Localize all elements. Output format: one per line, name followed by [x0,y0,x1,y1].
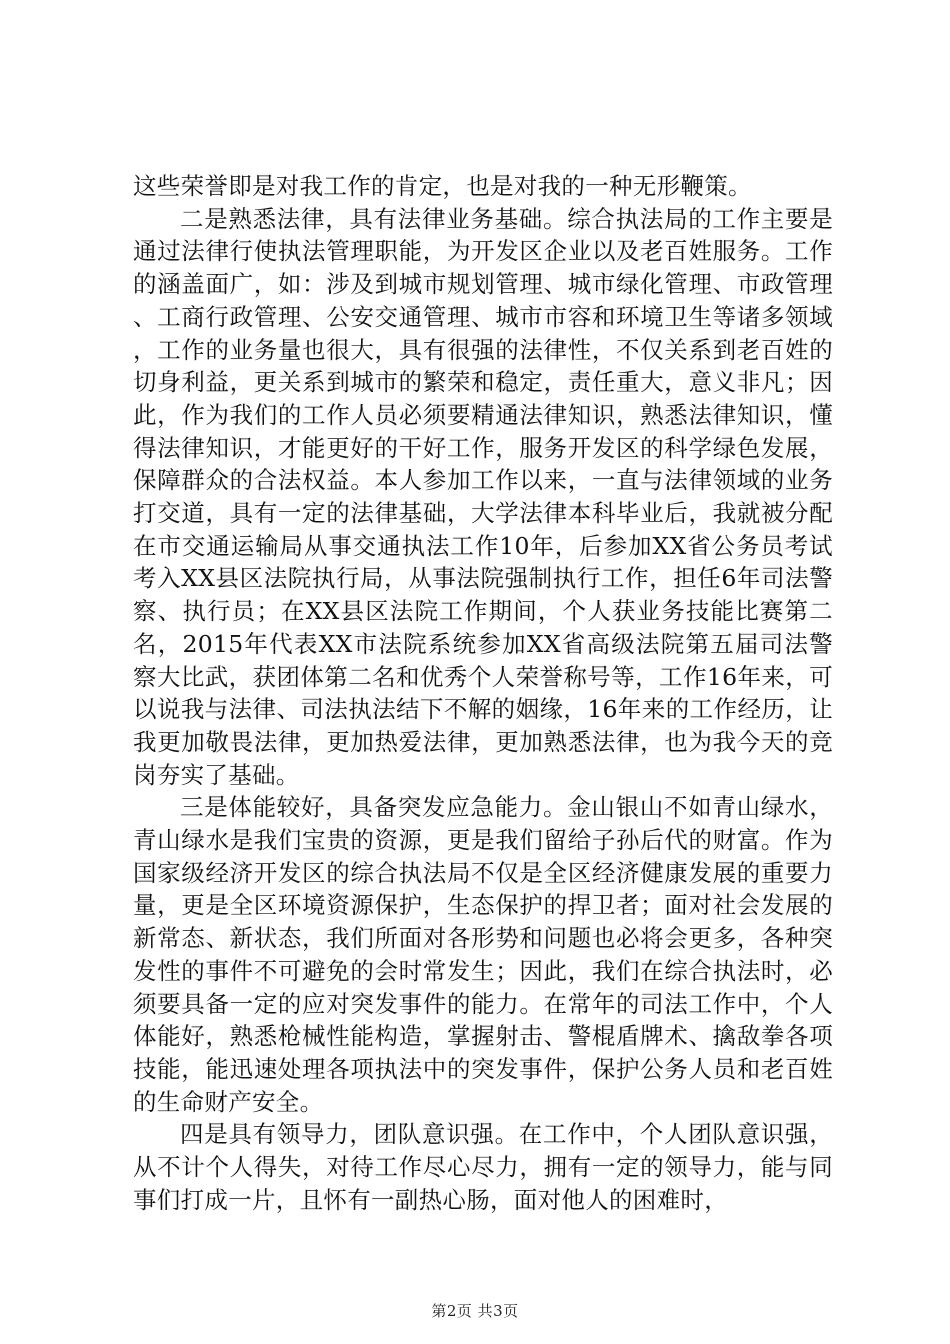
paragraph-leadership: 四是具有领导力，团队意识强。在工作中，个人团队意识强，从不计个人得失，对待工作尽心尽力，拥有一定的领导力，能与同事们打成一片，且怀有一副热心肠，面对他人的困难时， [133,1120,833,1214]
paragraph-honors-continuation: 这些荣誉即是对我工作的肯定，也是对我的一种无形鞭策。 [133,172,752,200]
document-body [133,170,833,1217]
paragraph-physical-ability: 三是体能较好，具备突发应急能力。金山银山不如青山绿水，青山绿水是我们宝贵的资源，更是我们留给子孙后代的财富。作为国家级经济开发区的综合执法局不仅是全区经济健康发展的重要力量，更是全区环境资源保护，生态保护的捍卫者；面对社会发展的新常态、新状态，我们所面对各形势和问题也必将会更多，各种突发性的事件不可避免的会时常发生；因此，我们在综合执法时，必须要具备一定的应对突发事件的能力。在常年的司法工作中，个人体能好，熟悉枪械性能构造，掌握射击、警棍盾牌术、擒敌拳各项技能，能迅速处理各项执法中的突发事件，保护公务人员和老百姓的生命财产安全。 [133,793,833,1116]
paragraph-legal-knowledge: 二是熟悉法律，具有法律业务基础。综合执法局的工作主要是通过法律行使执法管理职能，为开发区企业以及老百姓服务。工作的涵盖面广，如：涉及到城市规划管理、城市绿化管理、市政管理、工商行政管理、公安交通管理、城市市容和环境卫生等诸多领域，工作的业务量也很大，具有很强的法律性，不仅关系到老百姓的切身利益，更关系到城市的繁荣和稳定，责任重大，意义非凡；因此，作为我们的工作人员必须要精通法律知识，熟悉法律知识，懂得法律知识，才能更好的干好工作，服务开发区的科学绿色发展，保障群众的合法权益。本人参加工作以来，一直与法律领域的业务打交道，具有一定的法律基础，大学法律本科毕业后，我就被分配在市交通运输局从事交通执法工作10年，后参加XX省公务员考试考入XX县区法院执行局，从事法院强制执行工作，担任6年司法警察、执行员；在XX县区法院工作期间，个人获业务技能比赛第二名，2015年代表XX市法院系统参加XX省高级法院第五届司法警察大比武，获团体第二名和优秀个人荣誉称号等，工作16年来，可以说我与法律、司法执法结下不解的姻缘，16年来的工作经历，让我更加敬畏法律，更加热爱法律，更加熟悉法律，也为我今天的竞岗夯实了基础。 [133,204,833,789]
page-number-footer: 第2页 共3页 [431,1302,519,1320]
